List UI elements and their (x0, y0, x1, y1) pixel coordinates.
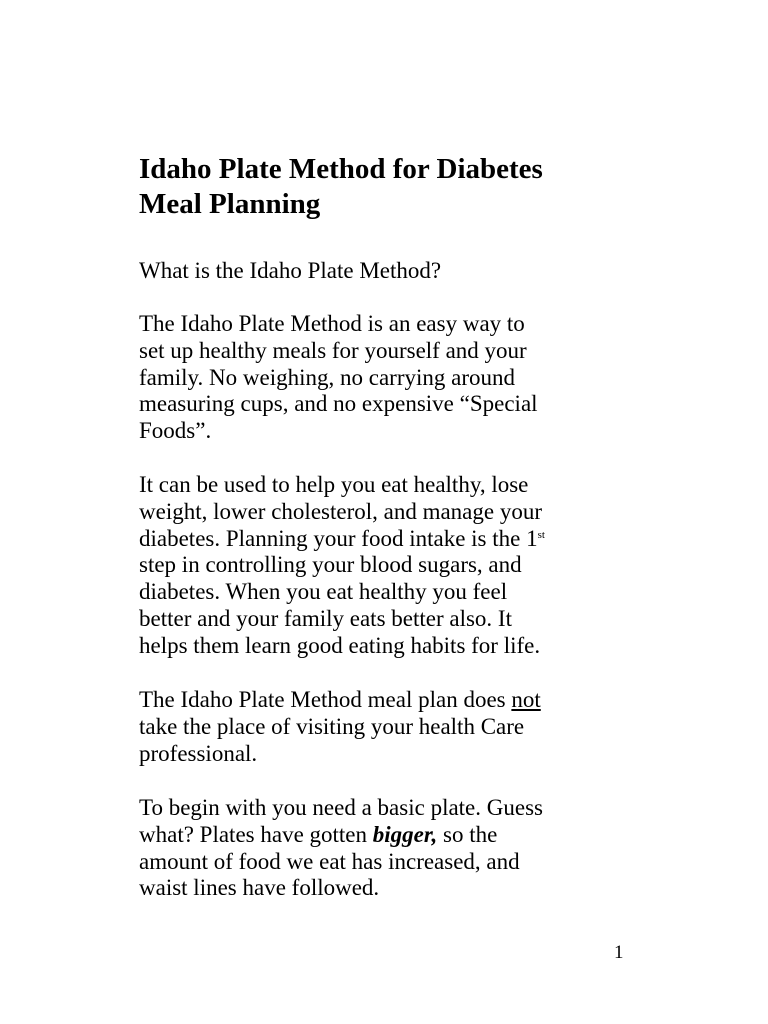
paragraph-line: take the place of visiting your health Care (139, 713, 525, 739)
paragraph-line (139, 822, 659, 849)
paragraph-line (139, 526, 659, 553)
paragraph-line: It can be used to help you eat healthy, lose (139, 472, 529, 497)
paragraph-plate (139, 795, 659, 902)
paragraph-line: Foods”. (139, 418, 212, 444)
page-number: 1 (614, 942, 624, 963)
paragraph-line-text: what? Plates have gotten (139, 821, 373, 847)
ordinal-superscript: st (537, 528, 545, 541)
paragraph-line: helps them learn good eating habits for life. (139, 632, 541, 658)
paragraph-line-text: diabetes. Planning your food intake is the 1 (139, 525, 538, 551)
paragraph-line-text: so the (437, 821, 498, 847)
paragraph-line: step in controlling your blood sugars, and (139, 552, 522, 578)
paragraph-line: measuring cups, and no expensive “Special (139, 391, 538, 417)
question-text: What is the Idaho Plate Method? (139, 258, 442, 283)
question-heading (139, 258, 659, 285)
paragraph-line (139, 687, 659, 714)
paragraph-line: waist lines have followed. (139, 875, 380, 901)
underlined-word: not (511, 687, 541, 712)
paragraph-line-text: The Idaho Plate Method meal plan does (139, 687, 512, 712)
paragraph-line: professional. (139, 740, 258, 766)
paragraph-line: amount of food we eat has increased, and (139, 848, 520, 874)
paragraph-line: better and your family eats better also. It (139, 605, 512, 631)
paragraph-line: To begin with you need a basic plate. Guess (139, 795, 543, 820)
paragraph-intro (139, 311, 659, 445)
title-line-1: Idaho Plate Method for Diabetes (139, 153, 543, 185)
emphasized-word: bigger, (372, 821, 438, 847)
paragraph-line: diabetes. When you eat healthy you feel (139, 579, 508, 605)
paragraph-benefits (139, 472, 659, 660)
title-line-2: Meal Planning (139, 188, 321, 220)
paragraph-line: set up healthy meals for yourself and your (139, 337, 527, 363)
page-title (139, 152, 659, 222)
paragraph-line: The Idaho Plate Method is an easy way to (139, 311, 525, 336)
paragraph-line: weight, lower cholesterol, and manage your (139, 498, 543, 524)
paragraph-line: family. No weighing, no carrying around (139, 364, 515, 390)
paragraph-disclaimer (139, 687, 659, 767)
